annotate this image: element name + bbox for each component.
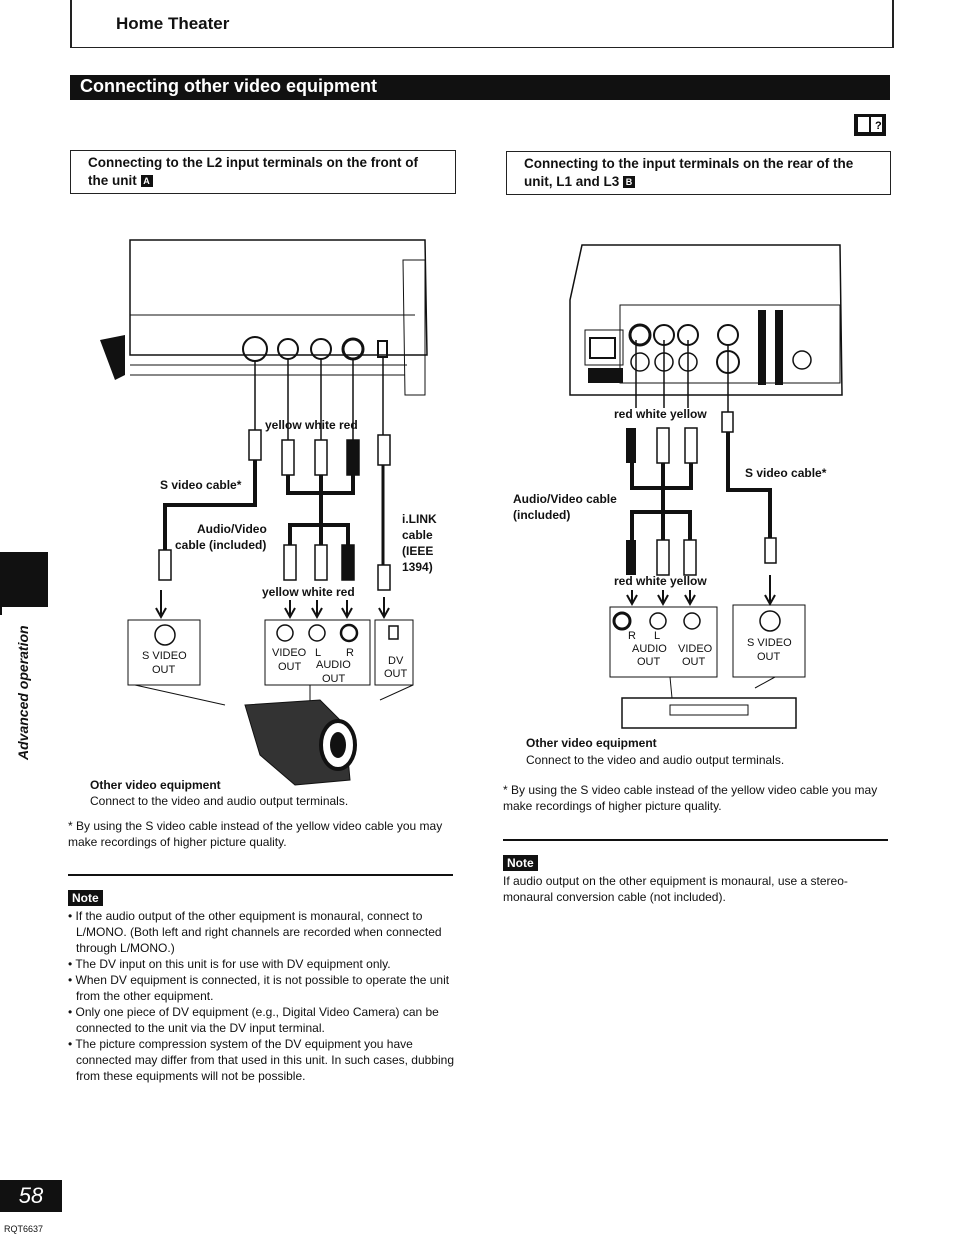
left-audio-out-label: OUT bbox=[322, 673, 346, 685]
left-other-equipment-title: Other video equipment bbox=[90, 778, 221, 792]
left-note-item: • When DV equipment is connected, it is not possible to operate the unit from the other equipment. bbox=[68, 973, 450, 1003]
left-other-equipment-text: Connect to the video and audio output terminals. bbox=[90, 794, 349, 808]
right-svideo-out-label: OUT bbox=[757, 651, 781, 663]
left-section-title bbox=[88, 154, 454, 190]
left-footnote: * By using the S video cable instead of the yellow video cable you may make recordings of higher picture quality. bbox=[68, 819, 443, 849]
sidebar-tab-line bbox=[0, 607, 2, 615]
right-footnote: * By using the S video cable instead of the yellow video cable you may make recordings of higher picture quality. bbox=[503, 783, 878, 813]
left-note-list bbox=[68, 908, 454, 1084]
right-other-equipment-text: Connect to the video and audio output terminals. bbox=[526, 753, 785, 767]
left-svideo-out-label-1: S VIDEO bbox=[142, 650, 187, 662]
book-icon bbox=[853, 111, 887, 137]
right-section-title-line1: Connecting to the input terminals on the rear of the bbox=[524, 156, 854, 171]
left-audio-label: AUDIO bbox=[316, 659, 351, 671]
left-note-badge: Note bbox=[68, 890, 103, 906]
camcorder-illustration bbox=[245, 700, 355, 785]
right-audio-out-label: OUT bbox=[637, 656, 661, 668]
left-l-label: L bbox=[315, 647, 322, 659]
left-note-rule bbox=[68, 874, 453, 876]
right-other-equipment-title: Other video equipment bbox=[526, 736, 657, 750]
left-note-item: • Only one piece of DV equipment (e.g., Digital Video Camera) can be connected to the unit via the DV input terminal. bbox=[68, 1005, 439, 1035]
right-l-label: L bbox=[654, 630, 661, 642]
left-svideo-out-label-2: OUT bbox=[152, 664, 176, 676]
left-av-cable-label-2: cable (included) bbox=[175, 538, 267, 552]
ilink-label-2: cable bbox=[402, 528, 433, 542]
right-section-letter: B bbox=[623, 176, 635, 188]
right-cable-colors-top: red white yellow bbox=[614, 407, 707, 421]
left-section-title-line2: the unit bbox=[88, 173, 137, 188]
section-banner-title: Connecting other video equipment bbox=[80, 76, 378, 96]
left-av-cable-label-1: Audio/Video bbox=[197, 522, 267, 536]
right-r-label: R bbox=[628, 630, 636, 642]
right-section-title-line2: unit, L1 and L3 bbox=[524, 174, 620, 189]
page-number: 58 bbox=[0, 1180, 62, 1212]
right-note-text: If audio output on the other equipment is monaural, use a stereo-monaural conversion cable (not included). bbox=[503, 874, 848, 904]
right-video-label: VIDEO bbox=[678, 643, 713, 655]
left-note-item: • The picture compression system of the DV equipment you have connected may differ from that used in this unit. In such cases, dubbing from these equipments will not be possible. bbox=[68, 1037, 454, 1083]
right-note-rule bbox=[503, 839, 888, 841]
left-note-item: • The DV input on this unit is for use with DV equipment only. bbox=[68, 957, 391, 971]
left-section-letter: A bbox=[141, 175, 153, 187]
right-video-out-label: OUT bbox=[682, 656, 706, 668]
ilink-label-4: 1394) bbox=[402, 560, 433, 574]
left-s-video-cable-label: S video cable* bbox=[160, 478, 242, 492]
sidebar-section-label: Advanced operation bbox=[15, 625, 31, 760]
right-av-cable-label-1: Audio/Video cable bbox=[513, 492, 617, 506]
right-audio-label: AUDIO bbox=[632, 643, 667, 655]
left-note-item: • If the audio output of the other equipment is monaural, connect to L/MONO. (Both left and right channels are recorded when connected through L/MONO.) bbox=[68, 909, 442, 955]
left-section-title-line1: Connecting to the L2 input terminals on the front of bbox=[88, 155, 418, 170]
right-s-video-cable-label: S video cable* bbox=[745, 466, 827, 480]
right-svideo-label: S VIDEO bbox=[747, 637, 792, 649]
document-code: RQT6637 bbox=[4, 1224, 44, 1234]
right-av-cable-label-2: (included) bbox=[513, 508, 571, 522]
left-cable-colors-top: yellow white red bbox=[265, 418, 358, 432]
page-header-title: Home Theater bbox=[116, 14, 230, 33]
left-cable-colors-bottom: yellow white red bbox=[262, 585, 355, 599]
ilink-label-1: i.LINK bbox=[402, 512, 437, 526]
left-r-label: R bbox=[346, 647, 354, 659]
left-dv-label: DV bbox=[388, 655, 404, 667]
right-cable-colors-bottom: red white yellow bbox=[614, 574, 707, 588]
left-video-label: VIDEO bbox=[272, 647, 307, 659]
left-dv-out-label: OUT bbox=[384, 668, 408, 680]
left-video-out-label: OUT bbox=[278, 661, 302, 673]
ilink-label-3: (IEEE bbox=[402, 544, 434, 558]
svg-text:?: ? bbox=[875, 120, 882, 132]
right-section-title bbox=[524, 155, 890, 191]
right-note-badge: Note bbox=[503, 855, 538, 871]
sidebar-tab-marker bbox=[0, 552, 48, 607]
